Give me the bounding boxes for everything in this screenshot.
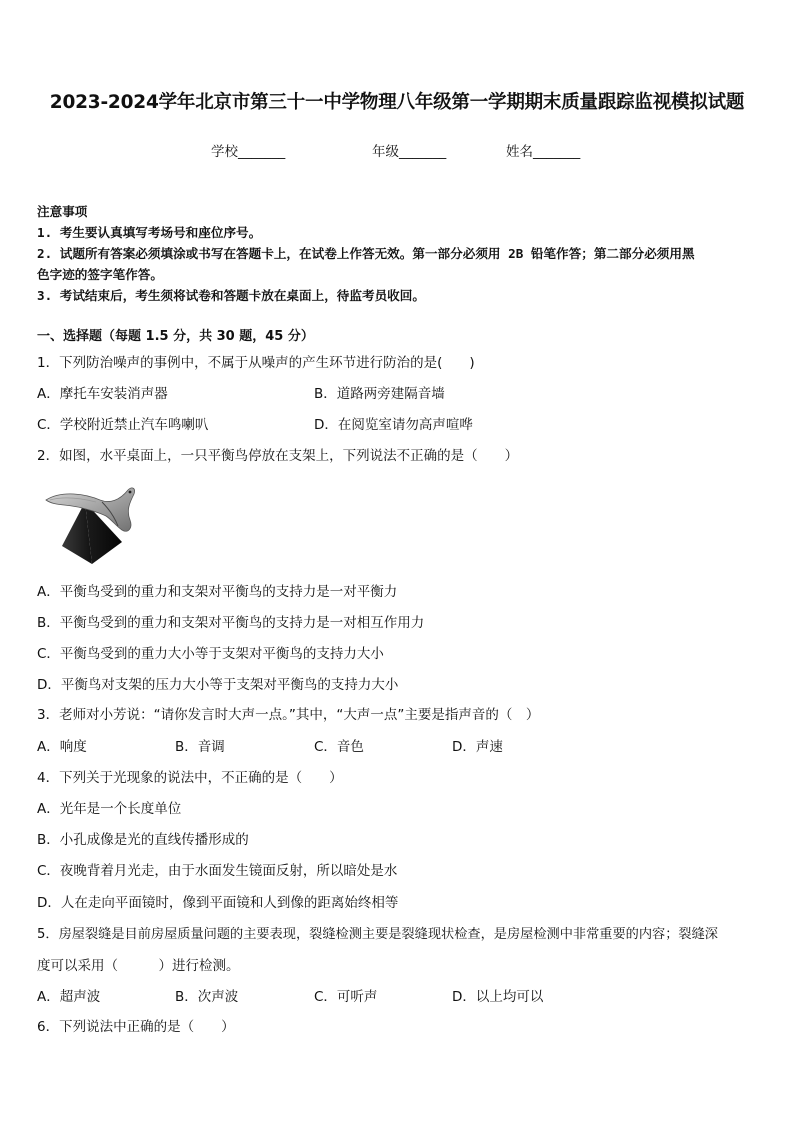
question-2-stem: 2．如图，水平桌面上，一只平衡鸟停放在支架上，下列说法不正确的是（ ） bbox=[37, 448, 519, 464]
question-5-option-b: B．次声波 bbox=[175, 989, 239, 1005]
note-item: 3. 考试结束后，考生须将试卷和答题卡放在桌面上，待监考员收回。 bbox=[37, 288, 425, 303]
question-5-option-a: A．超声波 bbox=[37, 989, 101, 1005]
question-4-option-c: C．夜晚背着月光走，由于水面发生镜面反射，所以暗处是水 bbox=[37, 863, 398, 879]
notes-heading: 注意事项 bbox=[37, 204, 88, 219]
question-3-option-b: B．音调 bbox=[175, 739, 225, 755]
question-5-option-c: C．可听声 bbox=[314, 989, 378, 1005]
question-4-option-d: D．人在走向平面镜时，像到平面镜和人到像的距离始终相等 bbox=[37, 895, 399, 911]
school-field: 学校_______ bbox=[211, 144, 286, 160]
question-2-option-b: B．平衡鸟受到的重力和支架对平衡鸟的支持力是一对相互作用力 bbox=[37, 615, 425, 631]
note-item: 色字迹的签字笔作答。 bbox=[37, 267, 163, 282]
question-2-option-a: A．平衡鸟受到的重力和支架对平衡鸟的支持力是一对平衡力 bbox=[37, 584, 398, 600]
question-3-stem: 3．老师对小芳说：“请你发言时大声一点。”其中，“大声一点”主要是指声音的（ ） bbox=[37, 707, 540, 723]
section-heading: 一、选择题（每题 1.5 分，共 30 题，45 分） bbox=[37, 329, 314, 344]
balance-bird-figure bbox=[40, 480, 140, 570]
question-1-option-b: B．道路两旁建隔音墙 bbox=[314, 386, 445, 402]
question-1-option-d: D．在阅览室请勿高声喧哗 bbox=[314, 417, 473, 433]
question-3-option-c: C．音色 bbox=[314, 739, 364, 755]
question-6-stem: 6．下列说法中正确的是（ ） bbox=[37, 1019, 235, 1035]
question-4-option-b: B．小孔成像是光的直线传播形成的 bbox=[37, 832, 249, 848]
question-2-option-d: D．平衡鸟对支架的压力大小等于支架对平衡鸟的支持力大小 bbox=[37, 677, 399, 693]
question-4-stem: 4．下列关于光现象的说法中，不正确的是（ ） bbox=[37, 770, 343, 786]
question-1-stem: 1．下列防治噪声的事例中，不属于从噪声的产生环节进行防治的是( ) bbox=[37, 355, 475, 371]
question-3-option-d: D．声速 bbox=[452, 739, 503, 755]
question-4-option-a: A．光年是一个长度单位 bbox=[37, 801, 182, 817]
grade-field: 年级_______ bbox=[372, 144, 447, 160]
question-1-option-c: C．学校附近禁止汽车鸣喇叭 bbox=[37, 417, 209, 433]
question-5-option-d: D．以上均可以 bbox=[452, 989, 544, 1005]
question-5-stem-line2: 度可以采用（ ）进行检测。 bbox=[37, 958, 240, 974]
question-3-option-a: A．响度 bbox=[37, 739, 87, 755]
question-2-option-c: C．平衡鸟受到的重力大小等于支架对平衡鸟的支持力大小 bbox=[37, 646, 384, 662]
name-field: 姓名_______ bbox=[506, 144, 581, 160]
question-5-stem-line1: 5．房屋裂缝是目前房屋质量问题的主要表现，裂缝检测主要是裂缝现状检查，是房屋检测中非常重要的内容；裂缝深 bbox=[37, 927, 718, 942]
note-item: 1. 考生要认真填写考场号和座位序号。 bbox=[37, 225, 262, 240]
note-item: 2. 试题所有答案必须填涂或书写在答题卡上，在试卷上作答无效。第一部分必须用 2B 铅笔作答；第二部分必须用黑 bbox=[37, 246, 695, 261]
question-1-option-a: A．摩托车安装消声器 bbox=[37, 386, 168, 402]
page-title: 2023-2024学年北京市第三十一中学物理八年级第一学期期末质量跟踪监视模拟试题 bbox=[49, 92, 745, 113]
